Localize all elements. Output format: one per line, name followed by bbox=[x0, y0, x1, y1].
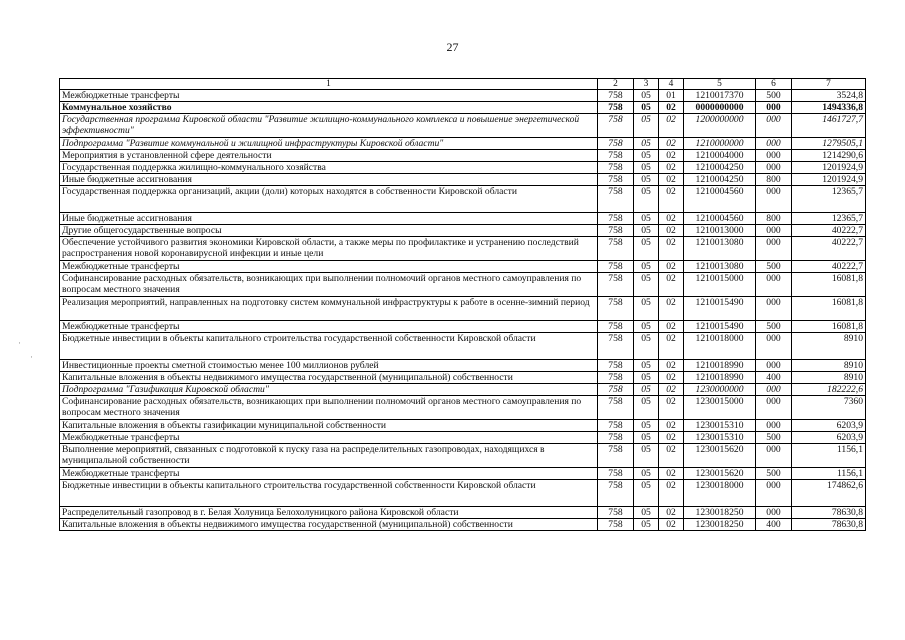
ministry-code-cell: 758 bbox=[598, 372, 634, 384]
amount-cell: 40222,7 bbox=[792, 261, 866, 273]
row-name-cell: Распределительный газопровод в г. Белая Холуница Белохолуницкого района Кировской области bbox=[60, 507, 598, 519]
column-number-row bbox=[60, 79, 866, 90]
row-name-cell: Иные бюджетные ассигнования bbox=[60, 213, 598, 225]
table-row bbox=[60, 90, 866, 102]
expense-type-code-cell: 000 bbox=[756, 384, 792, 396]
ministry-code-cell: 758 bbox=[598, 468, 634, 480]
subsection-code-cell: 02 bbox=[659, 396, 684, 420]
section-code-cell: 05 bbox=[634, 360, 659, 372]
table-row bbox=[60, 225, 866, 237]
scan-mark: · bbox=[30, 352, 33, 362]
row-name-cell: Бюджетные инвестиции в объекты капитального строительства государственной собственности Кировской области bbox=[60, 480, 598, 507]
target-item-code-cell: 1230015620 bbox=[684, 444, 756, 468]
target-item-code-cell: 1230015310 bbox=[684, 420, 756, 432]
row-name-cell: Подпрограмма "Развитие коммунальной и жилищной инфраструктуры Кировской области" bbox=[60, 138, 598, 150]
section-code-cell: 05 bbox=[634, 90, 659, 102]
subsection-code-cell: 02 bbox=[659, 372, 684, 384]
section-code-cell: 05 bbox=[634, 225, 659, 237]
row-name-cell: Государственная поддержка жилищно-коммунального хозяйства bbox=[60, 162, 598, 174]
expense-type-code-cell: 000 bbox=[756, 360, 792, 372]
ministry-code-cell: 758 bbox=[598, 261, 634, 273]
column-header: 2 bbox=[598, 79, 634, 90]
subsection-code-cell: 02 bbox=[659, 444, 684, 468]
table-row bbox=[60, 507, 866, 519]
expense-type-code-cell: 000 bbox=[756, 150, 792, 162]
row-name-cell: Капитальные вложения в объекты недвижимого имущества государственной (муниципальной) собственности bbox=[60, 372, 598, 384]
ministry-code-cell: 758 bbox=[598, 102, 634, 114]
target-item-code-cell: 1230018000 bbox=[684, 480, 756, 507]
ministry-code-cell: 758 bbox=[598, 432, 634, 444]
row-name-cell: Софинансирование расходных обязательств, возникающих при выполнении полномочий органов местного самоуправления по вопросам местного значения bbox=[60, 396, 598, 420]
ministry-code-cell: 758 bbox=[598, 225, 634, 237]
target-item-code-cell: 1210018990 bbox=[684, 360, 756, 372]
ministry-code-cell: 758 bbox=[598, 333, 634, 360]
section-code-cell: 05 bbox=[634, 114, 659, 138]
table-row bbox=[60, 360, 866, 372]
amount-cell: 174862,6 bbox=[792, 480, 866, 507]
target-item-code-cell: 1210017370 bbox=[684, 90, 756, 102]
section-code-cell: 05 bbox=[634, 372, 659, 384]
section-code-cell: 05 bbox=[634, 174, 659, 186]
subsection-code-cell: 02 bbox=[659, 213, 684, 225]
row-name-cell: Межбюджетные трансферты bbox=[60, 261, 598, 273]
expense-type-code-cell: 000 bbox=[756, 444, 792, 468]
subsection-code-cell: 02 bbox=[659, 237, 684, 261]
column-header: 7 bbox=[792, 79, 866, 90]
target-item-code-cell: 1210000000 bbox=[684, 138, 756, 150]
ministry-code-cell: 758 bbox=[598, 213, 634, 225]
target-item-code-cell: 1230015000 bbox=[684, 396, 756, 420]
section-code-cell: 05 bbox=[634, 237, 659, 261]
section-code-cell: 05 bbox=[634, 396, 659, 420]
expense-type-code-cell: 400 bbox=[756, 519, 792, 531]
expense-type-code-cell: 500 bbox=[756, 261, 792, 273]
amount-cell: 182222,6 bbox=[792, 384, 866, 396]
table-row bbox=[60, 297, 866, 321]
ministry-code-cell: 758 bbox=[598, 507, 634, 519]
amount-cell: 16081,8 bbox=[792, 321, 866, 333]
ministry-code-cell: 758 bbox=[598, 138, 634, 150]
target-item-code-cell: 1210015490 bbox=[684, 321, 756, 333]
amount-cell: 1494336,8 bbox=[792, 102, 866, 114]
section-code-cell: 05 bbox=[634, 297, 659, 321]
section-code-cell: 05 bbox=[634, 432, 659, 444]
target-item-code-cell: 1210018990 bbox=[684, 372, 756, 384]
section-code-cell: 05 bbox=[634, 519, 659, 531]
row-name-cell: Иные бюджетные ассигнования bbox=[60, 174, 598, 186]
table-row bbox=[60, 519, 866, 531]
table-row bbox=[60, 273, 866, 297]
row-name-cell: Государственная программа Кировской области "Развитие жилищно-коммунального комплекса и повышение энергетической эффективности" bbox=[60, 114, 598, 138]
subsection-code-cell: 02 bbox=[659, 432, 684, 444]
table-row bbox=[60, 114, 866, 138]
ministry-code-cell: 758 bbox=[598, 420, 634, 432]
subsection-code-cell: 02 bbox=[659, 174, 684, 186]
target-item-code-cell: 1210015490 bbox=[684, 297, 756, 321]
section-code-cell: 05 bbox=[634, 186, 659, 213]
subsection-code-cell: 01 bbox=[659, 90, 684, 102]
expense-type-code-cell: 500 bbox=[756, 90, 792, 102]
expense-type-code-cell: 000 bbox=[756, 333, 792, 360]
subsection-code-cell: 02 bbox=[659, 519, 684, 531]
target-item-code-cell: 1200000000 bbox=[684, 114, 756, 138]
target-item-code-cell: 1230018250 bbox=[684, 507, 756, 519]
expense-type-code-cell: 000 bbox=[756, 186, 792, 213]
expense-type-code-cell: 800 bbox=[756, 213, 792, 225]
amount-cell: 78630,8 bbox=[792, 507, 866, 519]
row-name-cell: Государственная поддержка организаций, акции (доли) которых находятся в собственности Кировской области bbox=[60, 186, 598, 213]
subsection-code-cell: 02 bbox=[659, 321, 684, 333]
row-name-cell: Выполнение мероприятий, связанных с подготовкой к пуску газа на распределительных газопроводах, находящихся в муниципальной собственности bbox=[60, 444, 598, 468]
table-row bbox=[60, 468, 866, 480]
table-row bbox=[60, 102, 866, 114]
table-row bbox=[60, 432, 866, 444]
subsection-code-cell: 02 bbox=[659, 225, 684, 237]
section-code-cell: 05 bbox=[634, 213, 659, 225]
table-row bbox=[60, 480, 866, 507]
table-row bbox=[60, 333, 866, 360]
ministry-code-cell: 758 bbox=[598, 321, 634, 333]
budget-table bbox=[59, 78, 866, 531]
subsection-code-cell: 02 bbox=[659, 162, 684, 174]
ministry-code-cell: 758 bbox=[598, 396, 634, 420]
amount-cell: 7360 bbox=[792, 396, 866, 420]
row-name-cell: Межбюджетные трансферты bbox=[60, 468, 598, 480]
amount-cell: 3524,8 bbox=[792, 90, 866, 102]
column-header: 6 bbox=[756, 79, 792, 90]
table-row bbox=[60, 444, 866, 468]
amount-cell: 1156,1 bbox=[792, 444, 866, 468]
scan-mark: · bbox=[18, 338, 21, 348]
ministry-code-cell: 758 bbox=[598, 150, 634, 162]
amount-cell: 6203,9 bbox=[792, 432, 866, 444]
expense-type-code-cell: 000 bbox=[756, 396, 792, 420]
ministry-code-cell: 758 bbox=[598, 360, 634, 372]
expense-type-code-cell: 400 bbox=[756, 372, 792, 384]
target-item-code-cell: 1230015310 bbox=[684, 432, 756, 444]
expense-type-code-cell: 000 bbox=[756, 420, 792, 432]
amount-cell: 40222,7 bbox=[792, 237, 866, 261]
subsection-code-cell: 02 bbox=[659, 468, 684, 480]
subsection-code-cell: 02 bbox=[659, 420, 684, 432]
table-row bbox=[60, 174, 866, 186]
subsection-code-cell: 02 bbox=[659, 186, 684, 213]
section-code-cell: 05 bbox=[634, 162, 659, 174]
table-row bbox=[60, 237, 866, 261]
expense-type-code-cell: 000 bbox=[756, 138, 792, 150]
section-code-cell: 05 bbox=[634, 150, 659, 162]
amount-cell: 16081,8 bbox=[792, 273, 866, 297]
row-name-cell: Другие общегосударственные вопросы bbox=[60, 225, 598, 237]
section-code-cell: 05 bbox=[634, 507, 659, 519]
row-name-cell: Межбюджетные трансферты bbox=[60, 432, 598, 444]
target-item-code-cell: 1210004250 bbox=[684, 174, 756, 186]
column-header: 4 bbox=[659, 79, 684, 90]
amount-cell: 40222,7 bbox=[792, 225, 866, 237]
target-item-code-cell: 1210013000 bbox=[684, 225, 756, 237]
row-name-cell: Бюджетные инвестиции в объекты капитального строительства государственной собственности Кировской области bbox=[60, 333, 598, 360]
ministry-code-cell: 758 bbox=[598, 90, 634, 102]
expense-type-code-cell: 500 bbox=[756, 432, 792, 444]
row-name-cell: Межбюджетные трансферты bbox=[60, 90, 598, 102]
subsection-code-cell: 02 bbox=[659, 507, 684, 519]
row-name-cell: Инвестиционные проекты сметной стоимостью менее 100 миллионов рублей bbox=[60, 360, 598, 372]
amount-cell: 1214290,6 bbox=[792, 150, 866, 162]
amount-cell: 1201924,9 bbox=[792, 174, 866, 186]
expense-type-code-cell: 000 bbox=[756, 480, 792, 507]
row-name-cell: Софинансирование расходных обязательств, возникающих при выполнении полномочий органов местного самоуправления по вопросам местного значения bbox=[60, 273, 598, 297]
ministry-code-cell: 758 bbox=[598, 174, 634, 186]
page-number: 27 bbox=[446, 40, 459, 54]
target-item-code-cell: 1210018000 bbox=[684, 333, 756, 360]
target-item-code-cell: 1210013080 bbox=[684, 261, 756, 273]
table-row bbox=[60, 372, 866, 384]
amount-cell: 1156,1 bbox=[792, 468, 866, 480]
section-code-cell: 05 bbox=[634, 468, 659, 480]
subsection-code-cell: 02 bbox=[659, 333, 684, 360]
target-item-code-cell: 1210015000 bbox=[684, 273, 756, 297]
expense-type-code-cell: 000 bbox=[756, 162, 792, 174]
expense-type-code-cell: 000 bbox=[756, 237, 792, 261]
amount-cell: 1461727,7 bbox=[792, 114, 866, 138]
subsection-code-cell: 02 bbox=[659, 297, 684, 321]
expense-type-code-cell: 500 bbox=[756, 468, 792, 480]
subsection-code-cell: 02 bbox=[659, 138, 684, 150]
subsection-code-cell: 02 bbox=[659, 114, 684, 138]
amount-cell: 8910 bbox=[792, 360, 866, 372]
section-code-cell: 05 bbox=[634, 321, 659, 333]
section-code-cell: 05 bbox=[634, 138, 659, 150]
expense-type-code-cell: 000 bbox=[756, 102, 792, 114]
amount-cell: 16081,8 bbox=[792, 297, 866, 321]
row-name-cell: Реализация мероприятий, направленных на подготовку систем коммунальной инфраструктуры к работе в осенне-зимний период bbox=[60, 297, 598, 321]
row-name-cell: Капитальные вложения в объекты газификации муниципальной собственности bbox=[60, 420, 598, 432]
ministry-code-cell: 758 bbox=[598, 384, 634, 396]
table-row bbox=[60, 150, 866, 162]
ministry-code-cell: 758 bbox=[598, 519, 634, 531]
amount-cell: 12365,7 bbox=[792, 213, 866, 225]
table-row bbox=[60, 321, 866, 333]
target-item-code-cell: 1210004560 bbox=[684, 213, 756, 225]
ministry-code-cell: 758 bbox=[598, 273, 634, 297]
target-item-code-cell: 0000000000 bbox=[684, 102, 756, 114]
section-code-cell: 05 bbox=[634, 444, 659, 468]
subsection-code-cell: 02 bbox=[659, 102, 684, 114]
ministry-code-cell: 758 bbox=[598, 162, 634, 174]
section-code-cell: 05 bbox=[634, 102, 659, 114]
amount-cell: 1279505,1 bbox=[792, 138, 866, 150]
target-item-code-cell: 1230018250 bbox=[684, 519, 756, 531]
expense-type-code-cell: 000 bbox=[756, 507, 792, 519]
table-row bbox=[60, 384, 866, 396]
expense-type-code-cell: 000 bbox=[756, 114, 792, 138]
target-item-code-cell: 1210004560 bbox=[684, 186, 756, 213]
expense-type-code-cell: 000 bbox=[756, 273, 792, 297]
subsection-code-cell: 02 bbox=[659, 261, 684, 273]
section-code-cell: 05 bbox=[634, 480, 659, 507]
row-name-cell: Обеспечение устойчивого развития экономики Кировской области, а также меры по профилактике и устранению последствий распространения новой коронавирусной инфекции и иные цели bbox=[60, 237, 598, 261]
expense-type-code-cell: 500 bbox=[756, 321, 792, 333]
ministry-code-cell: 758 bbox=[598, 297, 634, 321]
row-name-cell: Коммунальное хозяйство bbox=[60, 102, 598, 114]
subsection-code-cell: 02 bbox=[659, 150, 684, 162]
ministry-code-cell: 758 bbox=[598, 186, 634, 213]
subsection-code-cell: 02 bbox=[659, 384, 684, 396]
subsection-code-cell: 02 bbox=[659, 360, 684, 372]
section-code-cell: 05 bbox=[634, 261, 659, 273]
target-item-code-cell: 1210004250 bbox=[684, 162, 756, 174]
target-item-code-cell: 1230000000 bbox=[684, 384, 756, 396]
table-row bbox=[60, 138, 866, 150]
amount-cell: 6203,9 bbox=[792, 420, 866, 432]
amount-cell: 1201924,9 bbox=[792, 162, 866, 174]
expense-type-code-cell: 000 bbox=[756, 297, 792, 321]
table-row bbox=[60, 396, 866, 420]
subsection-code-cell: 02 bbox=[659, 480, 684, 507]
subsection-code-cell: 02 bbox=[659, 273, 684, 297]
ministry-code-cell: 758 bbox=[598, 444, 634, 468]
table-row bbox=[60, 261, 866, 273]
row-name-cell: Подпрограмма "Газификация Кировской области" bbox=[60, 384, 598, 396]
row-name-cell: Мероприятия в установленной сфере деятельности bbox=[60, 150, 598, 162]
table-body bbox=[60, 90, 866, 531]
ministry-code-cell: 758 bbox=[598, 237, 634, 261]
table-row bbox=[60, 420, 866, 432]
expense-type-code-cell: 000 bbox=[756, 225, 792, 237]
amount-cell: 8910 bbox=[792, 333, 866, 360]
column-header: 1 bbox=[60, 79, 598, 90]
section-code-cell: 05 bbox=[634, 273, 659, 297]
ministry-code-cell: 758 bbox=[598, 480, 634, 507]
section-code-cell: 05 bbox=[634, 384, 659, 396]
ministry-code-cell: 758 bbox=[598, 114, 634, 138]
column-header: 3 bbox=[634, 79, 659, 90]
target-item-code-cell: 1230015620 bbox=[684, 468, 756, 480]
row-name-cell: Капитальные вложения в объекты недвижимого имущества государственной (муниципальной) собственности bbox=[60, 519, 598, 531]
target-item-code-cell: 1210004000 bbox=[684, 150, 756, 162]
row-name-cell: Межбюджетные трансферты bbox=[60, 321, 598, 333]
table-row bbox=[60, 213, 866, 225]
table-row bbox=[60, 162, 866, 174]
section-code-cell: 05 bbox=[634, 420, 659, 432]
table-row bbox=[60, 186, 866, 213]
section-code-cell: 05 bbox=[634, 333, 659, 360]
column-header: 5 bbox=[684, 79, 756, 90]
target-item-code-cell: 1210013080 bbox=[684, 237, 756, 261]
amount-cell: 12365,7 bbox=[792, 186, 866, 213]
amount-cell: 8910 bbox=[792, 372, 866, 384]
expense-type-code-cell: 800 bbox=[756, 174, 792, 186]
amount-cell: 78630,8 bbox=[792, 519, 866, 531]
